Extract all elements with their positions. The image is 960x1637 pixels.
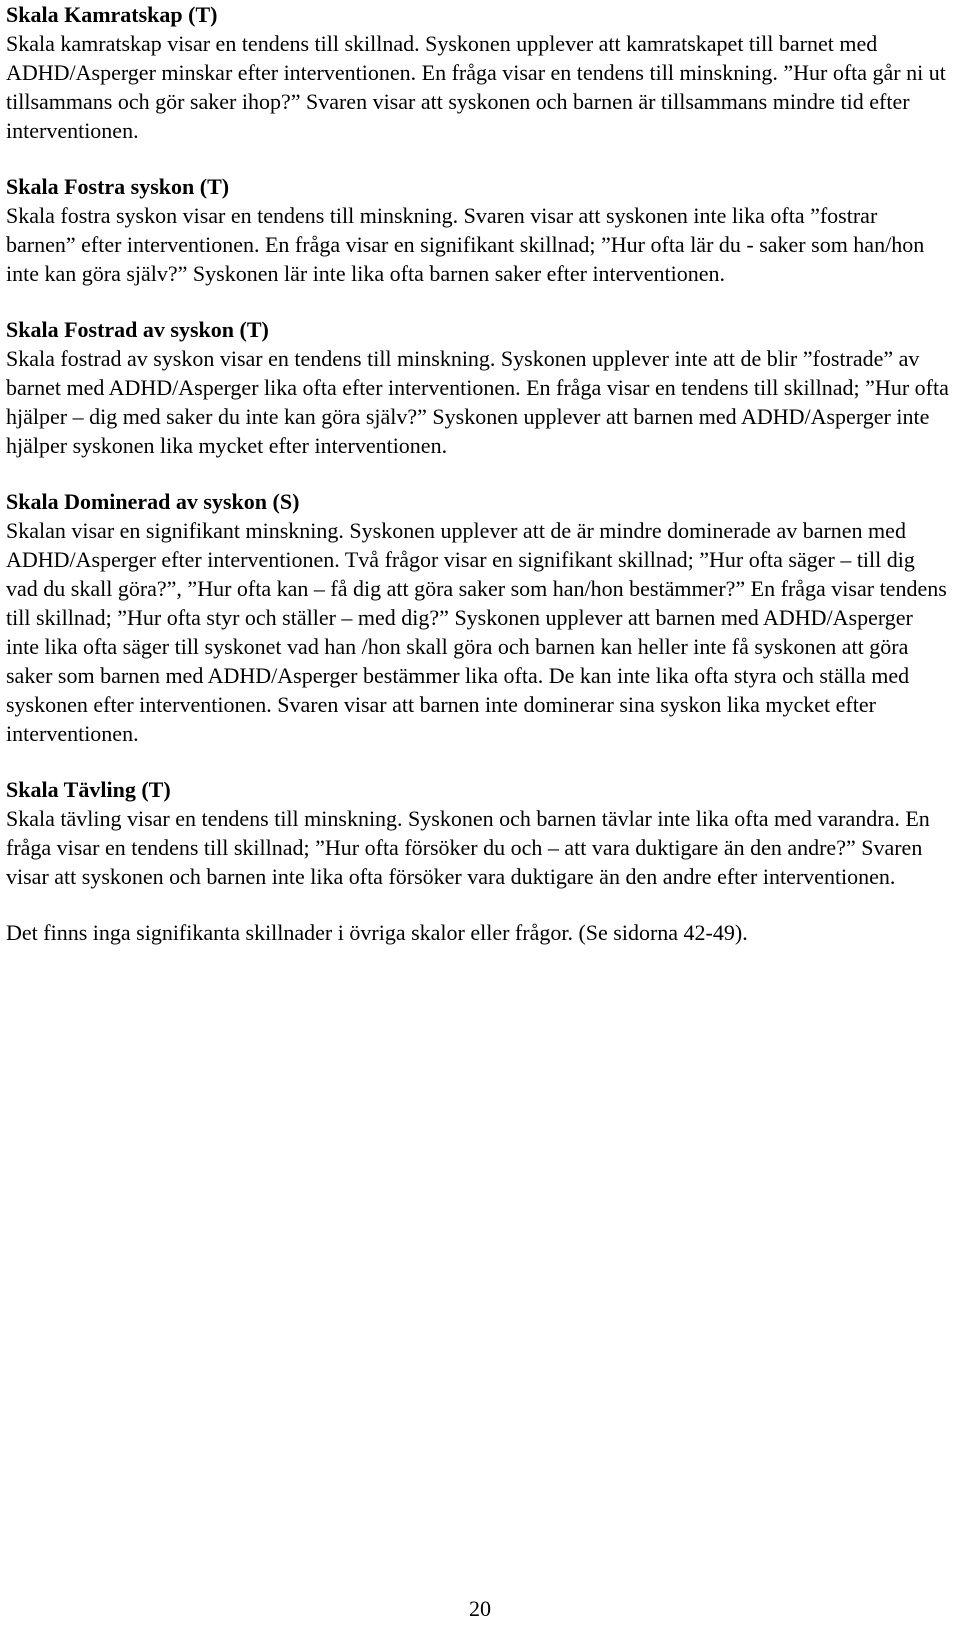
section-body: Skala kamratskap visar en tendens till skillnad. Syskonen upplever att kamratskapet till barnet med ADHD/Asperger minskar efter interventionen. En fråga visar en tendens till minskning. ”Hur ofta går ni ut tillsammans och gör saker ihop?” Svaren visar att syskonen och barnen är tillsammans mindre tid efter interventionen. [6, 31, 946, 143]
document-page [6, 0, 951, 947]
section-heading: Skala Dominerad av syskon (S) [6, 489, 300, 514]
section-body: Skala fostrad av syskon visar en tendens till minskning. Syskonen upplever inte att de blir ”fostrade” av barnet med ADHD/Asperger lika ofta efter interventionen. En fråga visar en tendens till skillnad; ”Hur ofta hjälper – dig med saker du inte kan göra själv?” Syskonen upplever att barnen med ADHD/Asperger inte hjälper syskonen lika mycket efter interventionen. [6, 346, 949, 458]
section-fostrad-av-syskon [6, 315, 951, 460]
closing-paragraph: Det finns inga signifikanta skillnader i övriga skalor eller frågor. (Se sidorna 42-49). [6, 920, 748, 945]
section-heading: Skala Fostrad av syskon (T) [6, 317, 269, 342]
section-kamratskap [6, 0, 951, 145]
page-number: 20 [469, 1596, 491, 1621]
section-heading: Skala Fostra syskon (T) [6, 174, 230, 199]
section-body: Skala fostra syskon visar en tendens till minskning. Svaren visar att syskonen inte lika ofta ”fostrar barnen” efter interventionen. En fråga visar en signifikant skillnad; ”Hur ofta lär du - saker som han/hon inte kan göra själv?” Syskonen lär inte lika ofta barnen saker efter interventionen. [6, 203, 925, 286]
section-heading: Skala Kamratskap (T) [6, 2, 218, 27]
section-body: Skala tävling visar en tendens till minskning. Syskonen och barnen tävlar inte lika ofta med varandra. En fråga visar en tendens till skillnad; ”Hur ofta försöker du och – att vara duktigare än den andre?” Svaren visar att syskonen och barnen inte lika ofta försöker vara duktigare än den andre efter interventionen. [6, 806, 930, 889]
section-fostra-syskon [6, 172, 951, 288]
section-heading: Skala Tävling (T) [6, 777, 171, 802]
section-tavling [6, 775, 951, 891]
section-dominerad-av-syskon [6, 487, 951, 748]
section-body: Skalan visar en signifikant minskning. Syskonen upplever att de är mindre dominerade av barnen med ADHD/Asperger efter interventionen. Två frågor visar en signifikant skillnad; ”Hur ofta säger – till dig vad du skall göra?”, ”Hur ofta kan – få dig att göra saker som han/hon bestämmer?” En fråga visar tendens till skillnad; ”Hur ofta styr och ställer – med dig?” Syskonen upplever att barnen med ADHD/Asperger inte lika ofta säger till syskonet vad han /hon skall göra och barnen kan heller inte få syskonen att göra saker som barnen med ADHD/Asperger bestämmer lika ofta. De kan inte lika ofta styra och ställa med syskonen efter interventionen. Svaren visar att barnen inte dominerar sina syskon lika mycket efter interventionen. [6, 518, 947, 746]
